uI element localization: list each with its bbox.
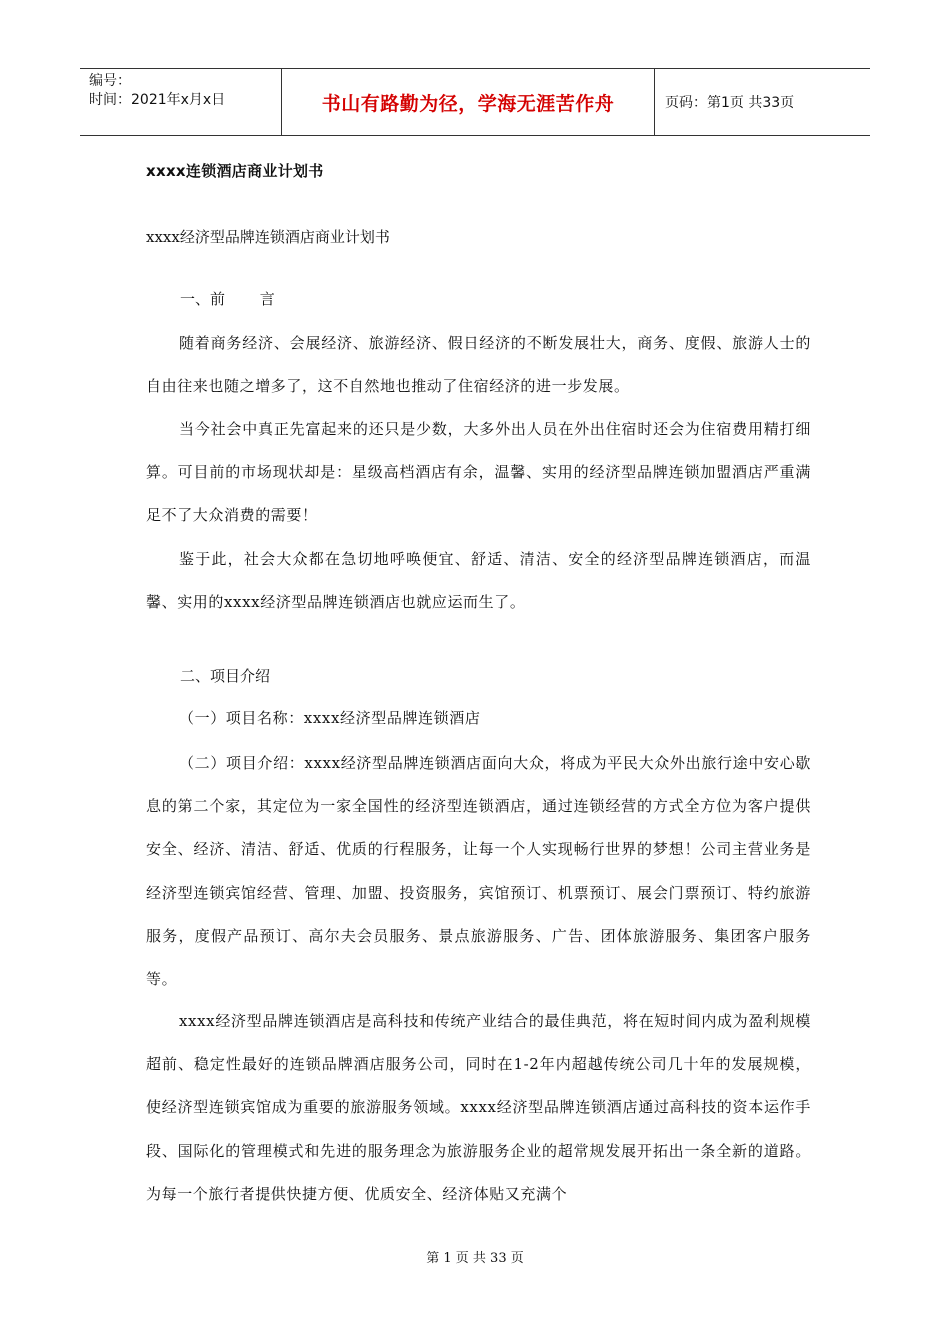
- header-motto: 书山有路勤为径，学海无涯苦作舟: [282, 69, 655, 135]
- section-heading-project: 二、项目介绍: [180, 667, 271, 685]
- paragraph: 当今社会中真正先富起来的还只是少数，大多外出人员在外出住宿时还会为住宿费用精打细算。可目前的市场现状却是：星级高档酒店有余，温馨、实用的经济型品牌连锁加盟酒店严重满足不了大众消费的需要！: [146, 420, 811, 525]
- paragraph: 随着商务经济、会展经济、旅游经济、假日经济的不断发展壮大，商务、度假、旅游人士的自由往来也随之增多了，这不自然地也推动了住宿经济的进一步发展。: [146, 334, 811, 396]
- page-footer: 第 1 页 共 33 页: [426, 1251, 524, 1266]
- document-date-label: 时间：2021年x月x日: [89, 92, 226, 108]
- document-number-label: 编号：: [89, 73, 131, 89]
- paragraph: （一）项目名称：xxxx经济型品牌连锁酒店: [179, 709, 481, 727]
- document-title: xxxx连锁酒店商业计划书: [146, 162, 324, 180]
- header-meta-cell: [80, 69, 282, 135]
- section-heading-preface: 一、前 言: [180, 290, 275, 308]
- paragraph: 鉴于此，社会大众都在急切地呼唤便宜、舒适、清洁、安全的经济型品牌连锁酒店，而温馨、实用的xxxx经济型品牌连锁酒店也就应运而生了。: [146, 550, 811, 612]
- paragraph: xxxx经济型品牌连锁酒店是高科技和传统产业结合的最佳典范，将在短时间内成为盈利规模超前、稳定性最好的连锁品牌酒店服务公司，同时在1-2年内超越传统公司几十年的发展规模，使经济型连锁宾馆成为重要的旅游服务领域。xxxx经济型品牌连锁酒店通过高科技的资本运作手段、国际化的管理模式和先进的服务理念为旅游服务企业的超常规发展开拓出一条全新的道路。为每一个旅行者提供快捷方便、优质安全、经济体贴又充满个: [146, 1012, 811, 1203]
- header-page-info: 页码：第1页 共33页: [665, 95, 795, 111]
- paragraph: （二）项目介绍：xxxx经济型品牌连锁酒店面向大众，将成为平民大众外出旅行途中安心歇息的第二个家，其定位为一家全国性的经济型连锁酒店，通过连锁经营的方式全方位为客户提供安全、经济、清洁、舒适、优质的行程服务，让每一个人实现畅行世界的梦想！公司主营业务是经济型连锁宾馆经营、管理、加盟、投资服务，宾馆预订、机票预订、展会门票预订、特约旅游服务，度假产品预订、高尔夫会员服务、景点旅游服务、广告、团体旅游服务、集团客户服务等。: [146, 754, 811, 989]
- header-table: [80, 68, 870, 136]
- document-subtitle: xxxx经济型品牌连锁酒店商业计划书: [146, 228, 390, 246]
